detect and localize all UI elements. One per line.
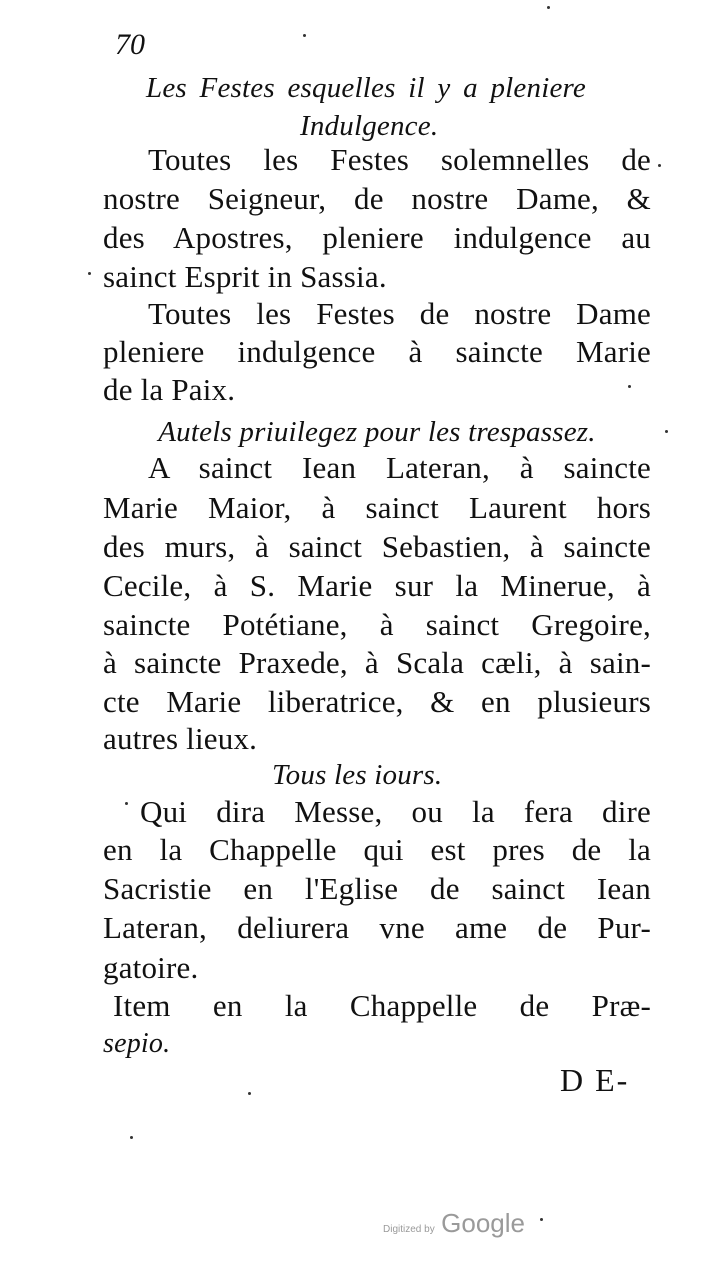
- subheading-privileged-altars: Autels priuilegez pour les trespassez.: [158, 416, 596, 448]
- paragraph-line: Qui dira Messe, ou la fera dire: [140, 794, 651, 829]
- paragraph-line: Toutes les Festes de nostre Dame: [148, 296, 651, 331]
- subheading-every-day: Tous les iours.: [272, 759, 443, 791]
- ink-speck: [88, 272, 91, 275]
- paragraph-line: à saincte Praxede, à Scala cæli, à sain-: [103, 645, 651, 680]
- google-watermark: [383, 1208, 525, 1239]
- digitized-by-label: Digitized by: [383, 1224, 435, 1235]
- ink-speck: [628, 385, 631, 388]
- section-heading-line-1: Les Festes esquelles il y a pleniere: [146, 72, 586, 104]
- paragraph-line: des Apostres, pleniere indulgence au: [103, 220, 651, 255]
- ink-speck: [665, 430, 668, 433]
- paragraph-line: nostre Seigneur, de nostre Dame, &: [103, 181, 651, 216]
- paragraph-line: Marie Maior, à sainct Laurent hors: [103, 490, 651, 525]
- catchword: D E-: [560, 1062, 630, 1098]
- ink-speck: [547, 6, 550, 9]
- section-heading-line-2: Indulgence.: [300, 110, 439, 142]
- paragraph-line: cte Marie liberatrice, & en plusieurs: [103, 684, 651, 719]
- paragraph-line: sainct Esprit in Sassia.: [103, 259, 387, 294]
- paragraph-line: pleniere indulgence à saincte Marie: [103, 334, 651, 369]
- paragraph-line: Cecile, à S. Marie sur la Minerue, à: [103, 568, 651, 603]
- paragraph-line: saincte Potétiane, à sainct Gregoire,: [103, 607, 651, 642]
- ink-speck: [125, 802, 128, 805]
- paragraph-line: Toutes les Festes solemnelles de: [148, 142, 651, 177]
- page-number: 70: [115, 28, 145, 61]
- paragraph-line: sepio.: [103, 1028, 171, 1059]
- paragraph-line: Sacristie en l'Eglise de sainct Iean: [103, 871, 651, 906]
- ink-speck: [658, 164, 661, 167]
- paragraph-line: gatoire.: [103, 950, 199, 985]
- paragraph-line: A sainct Iean Lateran, à saincte: [148, 450, 651, 485]
- paragraph-line: en la Chappelle qui est pres de la: [103, 832, 651, 867]
- paragraph-line: des murs, à sainct Sebastien, à saincte: [103, 529, 651, 564]
- paragraph-line: Item en la Chappelle de Præ-: [113, 988, 651, 1023]
- google-logo: Google: [441, 1208, 525, 1238]
- ink-speck: [130, 1136, 133, 1139]
- paragraph-line: Lateran, deliurera vne ame de Pur-: [103, 910, 651, 945]
- ink-speck: [540, 1218, 543, 1221]
- paragraph-line: de la Paix.: [103, 372, 236, 407]
- ink-speck: [248, 1092, 251, 1095]
- ink-speck: [303, 34, 306, 37]
- paragraph-line: autres lieux.: [103, 721, 258, 756]
